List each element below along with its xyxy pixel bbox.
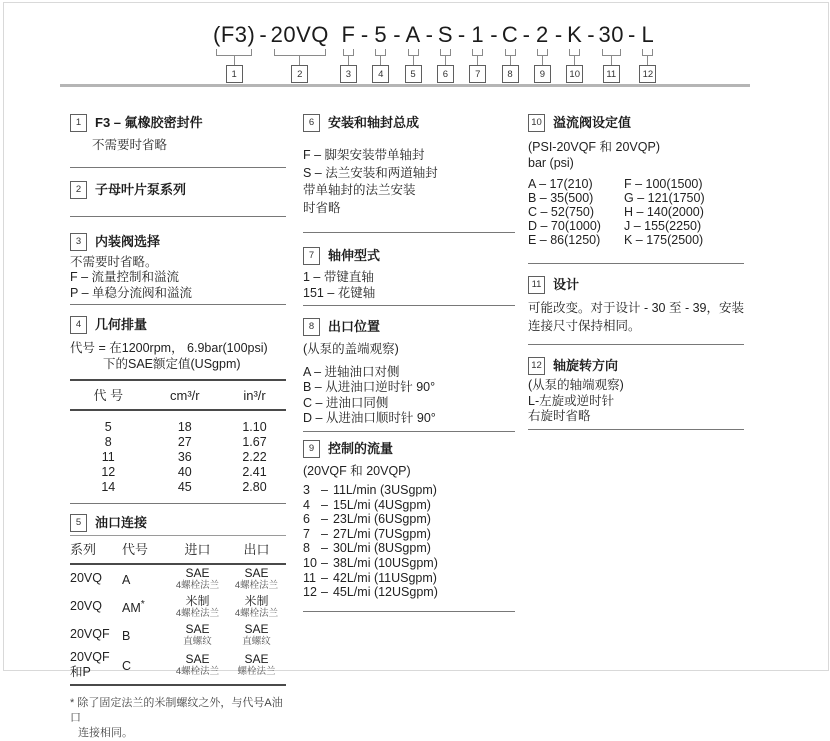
unit-line: bar (psi) xyxy=(528,155,574,170)
connector-line xyxy=(611,56,612,65)
footnote-line: 连接相同。 xyxy=(78,726,133,739)
connector-line xyxy=(445,56,446,65)
section-divider xyxy=(303,305,515,306)
bracket-line xyxy=(537,49,548,56)
cell: 1.10 xyxy=(242,420,267,434)
cell: 27 xyxy=(177,435,192,449)
table-header-row xyxy=(70,380,286,410)
bracket-line xyxy=(440,49,451,56)
subtitle-line: (20VQF 和 20VQP) xyxy=(303,463,411,478)
code-separator: - xyxy=(457,22,466,47)
option-line: F – 流量控制和溢流 xyxy=(70,270,180,284)
footnote-line: * 除了固定法兰的米制螺纹之外，与代号A油口 xyxy=(70,696,283,724)
code-separator: - xyxy=(425,22,433,47)
section-divider xyxy=(70,304,286,305)
code-segment-10 xyxy=(566,22,583,83)
table-row xyxy=(70,410,286,435)
cell: 5 xyxy=(104,420,112,434)
option-line: B – 从进油口逆时针 90° xyxy=(303,380,436,394)
cell-inlet: SAE 直螺纹 xyxy=(183,621,212,647)
code-text: L xyxy=(641,22,655,47)
connector-line xyxy=(234,56,235,65)
relief-item: E – 86(1250) xyxy=(528,233,601,247)
flow-item: 11 – 42L/mi (11USgpm) xyxy=(303,570,437,585)
middle-column xyxy=(303,112,515,612)
model-code-diagram xyxy=(212,22,657,83)
code-number-box: 11 xyxy=(603,65,620,83)
section-number-badge: 6 xyxy=(303,114,320,132)
code-number-box: 7 xyxy=(469,65,486,83)
relief-item: F – 100(1500) xyxy=(624,177,703,191)
relief-item: B – 35(500) xyxy=(528,191,594,205)
section-title: 溢流阀设定值 xyxy=(553,115,632,131)
cell: 2.41 xyxy=(242,465,267,479)
section-divider xyxy=(528,344,744,345)
option-line: C – 进油口同侧 xyxy=(303,395,389,410)
cell: 2.22 xyxy=(242,450,267,464)
section-relief-setting xyxy=(528,114,744,132)
body-line: 右旋时省略 xyxy=(528,409,591,423)
section-title: 几何排量 xyxy=(95,317,148,333)
section-rotation xyxy=(528,357,744,375)
subtitle-line: (PSI-20VQF 和 20VQP) xyxy=(528,140,660,154)
section-port-connections xyxy=(70,514,286,532)
code-segment-12 xyxy=(639,22,656,83)
code-segment-1 xyxy=(213,22,255,83)
connector-line xyxy=(477,56,478,65)
connector-line xyxy=(348,56,349,65)
cell-outlet: SAE 直螺纹 xyxy=(242,621,271,647)
code-separator: - xyxy=(259,22,267,47)
option-line: 带单轴封的法兰安装 xyxy=(303,183,416,197)
section-valve-option xyxy=(70,233,286,251)
horizontal-rule xyxy=(60,84,750,87)
bracket-line xyxy=(408,49,419,56)
flow-item: 8 – 30L/mi (8USgpm) xyxy=(303,541,431,556)
code-segment-6 xyxy=(437,22,454,83)
section-number-badge: 9 xyxy=(303,440,320,458)
section-title: 油口连接 xyxy=(95,515,148,531)
code-segment-7 xyxy=(469,22,486,83)
cell-inlet: 米制 4螺栓法兰 xyxy=(175,593,220,619)
code-number-box: 1 xyxy=(226,65,243,83)
section-title: 轴旋转方向 xyxy=(553,358,619,374)
connector-line xyxy=(510,56,511,65)
cell: 8 xyxy=(104,435,112,449)
code-text: S xyxy=(437,22,453,47)
code-number-box: 9 xyxy=(534,65,551,83)
cell-outlet: SAE 螺栓法兰 xyxy=(237,652,276,677)
port-table-row xyxy=(70,649,286,682)
relief-item: D – 70(1000) xyxy=(528,219,601,233)
code-text: 2 xyxy=(536,22,549,47)
option-line: D – 从进油口顺时针 90° xyxy=(303,411,436,425)
section-number-badge: 12 xyxy=(528,357,545,375)
option-line: A – 进轴油口对侧 xyxy=(303,364,400,379)
code-segment-3 xyxy=(340,22,357,83)
option-line: 1 – 带键直轴 xyxy=(303,270,374,284)
flow-list xyxy=(303,483,515,600)
code-number-box: 5 xyxy=(405,65,422,83)
section-displacement xyxy=(70,316,286,334)
relief-item: G – 121(1750) xyxy=(624,191,705,205)
cell: 1.67 xyxy=(242,435,267,449)
code-text: K xyxy=(567,22,583,47)
col-header: 进口 xyxy=(184,542,211,557)
bracket-line xyxy=(602,49,621,56)
code-number-box: 2 xyxy=(291,65,308,83)
bracket-line xyxy=(472,49,483,56)
cell: 45 xyxy=(177,480,192,494)
displacement-table xyxy=(70,379,286,499)
section-number-badge: 7 xyxy=(303,247,320,265)
cell-outlet: SAE 4螺栓法兰 xyxy=(234,565,279,591)
desc-line: 下的SAE额定值(USgpm) xyxy=(103,356,241,371)
code-separator: - xyxy=(554,22,563,47)
code-segment-4 xyxy=(372,22,389,83)
relief-item: H – 140(2000) xyxy=(624,205,704,219)
cell: 36 xyxy=(177,450,192,464)
code-text: (F3) xyxy=(213,22,256,47)
relief-item: J – 155(2250) xyxy=(624,219,702,233)
cell-series: 20VQF xyxy=(70,626,110,641)
section-f3-seal xyxy=(70,114,286,132)
cell: 2.80 xyxy=(242,480,267,494)
flow-item: 10 – 38L/mi (10USgpm) xyxy=(303,555,438,570)
code-separator: - xyxy=(587,22,595,47)
option-line: 151 – 花键轴 xyxy=(303,285,376,300)
bracket-line xyxy=(343,49,354,56)
relief-item: K – 175(2500) xyxy=(624,233,704,247)
section-divider xyxy=(70,216,286,217)
connector-line xyxy=(413,56,414,65)
flow-item: 12 – 45L/mi (12USgpm) xyxy=(303,585,438,600)
relief-left-column xyxy=(528,177,624,247)
port-table-row xyxy=(70,621,286,649)
relief-item: A – 17(210) xyxy=(528,177,593,191)
relief-right-column xyxy=(624,177,744,247)
section-design xyxy=(528,276,744,294)
code-separator: - xyxy=(628,22,636,47)
col-header: 系列 xyxy=(70,542,97,557)
body-line: 可能改变。对于设计 - 30 至 - 39，安装 xyxy=(528,301,744,315)
section-divider xyxy=(70,503,286,504)
code-text: C xyxy=(501,22,519,47)
section-number-badge: 3 xyxy=(70,233,87,251)
code-number-box: 6 xyxy=(437,65,454,83)
port-table-row xyxy=(70,565,286,593)
section-divider xyxy=(303,232,515,233)
code-separator: - xyxy=(490,22,498,47)
code-number-box: 3 xyxy=(340,65,357,83)
col-header: 代 号 xyxy=(70,380,147,410)
flow-item: 3 – 11L/min (3USgpm) xyxy=(303,483,437,497)
section-number-badge: 5 xyxy=(70,514,87,532)
col-header: in³/r xyxy=(223,380,286,410)
code-text: F xyxy=(341,22,356,47)
section-title: 轴伸型式 xyxy=(328,248,381,264)
connector-line xyxy=(574,56,575,65)
body-line: L-左旋或逆时针 xyxy=(528,393,615,408)
section-title: 控制的流量 xyxy=(328,440,394,456)
bracket-line xyxy=(375,49,386,56)
cell: 18 xyxy=(177,420,192,434)
cell-series: 20VQ xyxy=(70,570,102,585)
code-text: 5 xyxy=(374,22,388,47)
flow-item: 7 – 27L/mi (7USgpm) xyxy=(303,526,431,541)
table-row xyxy=(70,465,286,480)
footnote xyxy=(70,696,286,741)
cell: 12 xyxy=(101,465,116,479)
subtitle-line: (从泵的盖端观察) xyxy=(303,342,399,356)
col-header: 代号 xyxy=(122,542,149,557)
code-segment-5 xyxy=(405,22,422,83)
section-controlled-flow xyxy=(303,440,515,458)
cell: 14 xyxy=(101,480,116,494)
code-segment-2 xyxy=(271,22,329,83)
connector-line xyxy=(299,56,300,65)
table-row xyxy=(70,480,286,499)
flow-item: 6 – 23L/mi (6USgpm) xyxy=(303,512,431,527)
cell-code: A xyxy=(122,572,131,587)
section-title: 安装和轴封总成 xyxy=(328,115,420,131)
desc-line: 代号 = 在1200rpm， 6.9bar(100psi) xyxy=(70,341,268,355)
code-separator: - xyxy=(393,22,401,47)
relief-item: C – 52(750) xyxy=(528,205,595,219)
code-text: 20VQ xyxy=(270,22,329,47)
section-title: 出口位置 xyxy=(328,319,381,335)
connector-line xyxy=(380,56,381,65)
code-number-box: 4 xyxy=(372,65,389,83)
section-outlet-position xyxy=(303,318,515,336)
cell-outlet: 米制 4螺栓法兰 xyxy=(234,593,279,619)
code-number-box: 10 xyxy=(566,65,583,83)
section-title: F3 – 氟橡胶密封件 xyxy=(95,115,203,131)
cell-code: B xyxy=(122,628,131,643)
bracket-line xyxy=(642,49,653,56)
left-column xyxy=(70,112,286,741)
section-title: 设计 xyxy=(553,277,580,293)
section-divider xyxy=(303,611,515,612)
right-column xyxy=(528,112,744,430)
section-shaft-type xyxy=(303,247,515,265)
code-text: 30 xyxy=(598,22,625,47)
section-divider xyxy=(528,263,744,264)
cell-series: 20VQF和P xyxy=(70,649,110,679)
table-rule xyxy=(70,684,286,686)
relief-value-list xyxy=(528,177,744,247)
code-separator: - xyxy=(360,22,369,47)
option-line: P – 单稳分流阀和溢流 xyxy=(70,285,193,300)
code-text: A xyxy=(405,22,421,47)
bracket-line xyxy=(505,49,516,56)
code-segment-8 xyxy=(502,22,519,83)
cell-series: 20VQ xyxy=(70,598,102,613)
option-line: 时省略 xyxy=(303,200,341,215)
code-text: 1 xyxy=(471,22,485,47)
table-row xyxy=(70,435,286,450)
cell-code: AM* xyxy=(122,598,145,615)
body-line: 连接尺寸保持相同。 xyxy=(528,319,641,333)
code-number-box: 8 xyxy=(502,65,519,83)
section-divider xyxy=(528,429,744,430)
section-title: 内装阀选择 xyxy=(95,233,161,249)
section-number-badge: 10 xyxy=(528,114,545,132)
code-segment-11 xyxy=(599,22,624,83)
option-line: 不需要时省略。 xyxy=(70,254,158,269)
section-divider xyxy=(70,167,286,168)
section-pump-series xyxy=(70,181,286,199)
cell: 40 xyxy=(177,465,192,479)
section-divider xyxy=(303,431,515,432)
note-line: 不需要时省略 xyxy=(92,138,168,152)
code-separator: - xyxy=(522,22,530,47)
bracket-line xyxy=(216,49,252,56)
port-table-header xyxy=(70,536,286,563)
bracket-line xyxy=(569,49,580,56)
section-mounting-seal xyxy=(303,114,515,132)
cell: 11 xyxy=(101,450,115,464)
connector-line xyxy=(542,56,543,65)
cell-inlet: SAE 4螺栓法兰 xyxy=(175,565,220,591)
bracket-line xyxy=(274,49,326,56)
code-number-box: 12 xyxy=(639,65,656,83)
section-number-badge: 4 xyxy=(70,316,87,334)
col-header: cm³/r xyxy=(147,380,224,410)
section-title: 子母叶片泵系列 xyxy=(95,181,187,197)
connector-line xyxy=(647,56,648,65)
body-line: (从泵的轴端观察) xyxy=(528,378,624,392)
section-number-badge: 1 xyxy=(70,114,87,132)
cell-inlet: SAE 4螺栓法兰 xyxy=(175,652,220,677)
flow-item: 4 – 15L/mi (4USgpm) xyxy=(303,497,431,512)
code-segment-9 xyxy=(534,22,551,83)
port-table-row xyxy=(70,593,286,621)
table-row xyxy=(70,450,286,465)
col-header: 出口 xyxy=(243,542,270,557)
section-number-badge: 8 xyxy=(303,318,320,336)
cell-code: C xyxy=(122,659,132,674)
section-number-badge: 2 xyxy=(70,181,87,199)
option-line: S – 法兰安装和两道轴封 xyxy=(303,165,438,180)
section-number-badge: 11 xyxy=(528,276,545,294)
option-line: F – 脚架安装带单轴封 xyxy=(303,148,425,162)
